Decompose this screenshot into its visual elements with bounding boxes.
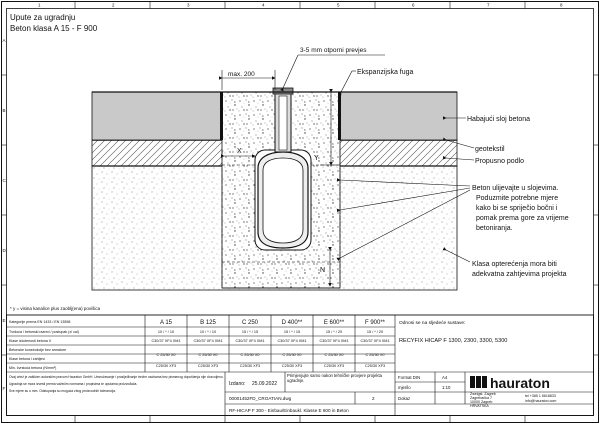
frame-number: 5 bbox=[337, 2, 340, 8]
svg-text:betoniranja.: betoniranja. bbox=[476, 225, 513, 232]
table-cell: 15 / * / 15 bbox=[241, 330, 259, 334]
callout-wearing-layer: Habajući sloj betona bbox=[467, 116, 531, 123]
svg-text:HRVATSKA: HRVATSKA bbox=[470, 404, 489, 408]
svg-text:Zagrebačka 7: Zagrebačka 7 bbox=[470, 396, 492, 400]
note-line: Sve mjere su u mm. Odstupanja su moguća zbog proizvodnih tolerancija. bbox=[9, 389, 116, 393]
class-header: E 600** bbox=[323, 320, 345, 326]
footer-title: RF-HICAP F 300 - Einbau/Einbaukl. Klasse E 600 in Beton bbox=[229, 408, 349, 413]
company-name: hauraton bbox=[490, 375, 550, 391]
table-cell: 15 / * / 20 bbox=[366, 330, 384, 334]
frame-letter: F bbox=[2, 386, 6, 391]
note-line: Ovaj crtež je zaštićen autorskim pravom Hauraton GmbH. Umnožavanje i prosljeđivanje trećim osobama bez pismenog dopuštenja nije dozvoljeno. bbox=[9, 375, 224, 379]
footnote: * y = visina kanalice plus zaoblj(ena) povišica bbox=[10, 306, 101, 311]
frame-number: 4 bbox=[262, 2, 265, 8]
table-cell: C25/30 XF3 bbox=[364, 364, 386, 368]
table-cell: C30/37 XF4 XM1 bbox=[235, 339, 265, 343]
revision: 2 bbox=[372, 396, 375, 401]
table-cell: C25/30 XF3 bbox=[155, 364, 177, 368]
wearing-layer-left bbox=[92, 92, 222, 140]
svg-text:Beton ulijevajte u slojevima.: Beton ulijevajte u slojevima. bbox=[472, 185, 559, 192]
class-header: D 400** bbox=[281, 320, 303, 326]
callout-expansion-joint: Ekspanzijska fuga bbox=[357, 69, 414, 76]
table-cell: 15 / * / 20 bbox=[325, 330, 343, 334]
table-cell: C 25/30 X0 bbox=[240, 353, 260, 357]
logo-mark-icon bbox=[470, 376, 487, 388]
note-line: Ugradnja se mora izvesti prema važećim normama i propisima te uputama proizvođača. bbox=[9, 382, 138, 386]
drawing-number: 00001452FD_CROATIAN.dwg bbox=[229, 396, 292, 401]
frame-number: 1 bbox=[38, 2, 41, 8]
dim-max-200: max. 200 bbox=[228, 71, 255, 78]
table-cell: C25/30 XF3 bbox=[197, 364, 219, 368]
cross-section bbox=[92, 88, 457, 290]
title-line2: Beton klasa A 15 - F 900 bbox=[10, 24, 98, 33]
class-header: B 125 bbox=[200, 320, 216, 326]
company-phone: tel +385 1 6618833 bbox=[525, 394, 556, 398]
table-cell: 15 / * / 15 bbox=[283, 330, 301, 334]
company-email: info@hauraton.com bbox=[525, 399, 557, 403]
company-address bbox=[470, 392, 556, 408]
expansion-joint-left bbox=[220, 92, 223, 140]
callout-permeable-base: Propusno podlo bbox=[475, 158, 525, 165]
title-line1: Upute za ugradnju bbox=[10, 13, 76, 22]
table-cell: C30/37 XF4 XM1 bbox=[277, 339, 307, 343]
slot-rim bbox=[273, 88, 293, 94]
table-cell: C25/30 XF3 bbox=[323, 364, 345, 368]
callout-geotextile: geotekstil bbox=[475, 146, 505, 153]
scale-label: mjerilo bbox=[398, 385, 411, 390]
wearing-layer-right bbox=[340, 92, 457, 140]
row-label: Klase betona i zahtjevi bbox=[9, 357, 45, 361]
approval-text-box bbox=[287, 373, 393, 392]
svg-text:10000 Zagreb: 10000 Zagreb bbox=[470, 400, 493, 404]
format-label: Format DIN bbox=[398, 375, 421, 380]
svg-text:kako bi se spriječio bočni i: kako bi se spriječio bočni i bbox=[476, 205, 558, 212]
frame-number: 6 bbox=[412, 2, 415, 8]
table-cell: 10 / * / 10 bbox=[157, 330, 175, 334]
table-cell: C30/37 XF4 XM1 bbox=[193, 339, 223, 343]
class-header: F 900** bbox=[364, 320, 386, 326]
table-cell: C30/37 XF4 XM1 bbox=[319, 339, 349, 343]
joint-gap-label: 3-5 mm otporni prevjes bbox=[300, 47, 367, 54]
table-cell: C30/37 XF4 XM1 bbox=[360, 339, 390, 343]
sheet-label: Dokaz bbox=[398, 396, 411, 401]
table-cell: C 25/30 X0 bbox=[365, 353, 385, 357]
product-label: Odnosi se na sljedeće sustave: bbox=[399, 321, 466, 326]
table-cell: C30/37 XF4 XM1 bbox=[151, 339, 181, 343]
svg-text:pomak prema gore za vrijeme: pomak prema gore za vrijeme bbox=[476, 215, 569, 222]
table-cell: C 25/30 X0 bbox=[282, 353, 302, 357]
svg-text:Poduzmite potrebne mjere: Poduzmite potrebne mjere bbox=[476, 195, 559, 202]
frame-letter: B bbox=[2, 108, 6, 113]
row-label: Kategorije prema EN 1433 / EN 13598 bbox=[9, 320, 71, 324]
row-label: Min. čvrstoća betona (N/mm²) bbox=[9, 366, 57, 370]
expansion-joint-right bbox=[338, 92, 341, 140]
frame-letter: A bbox=[2, 38, 6, 43]
table-cell: C25/30 XF3 bbox=[281, 364, 303, 368]
table-cell: C 25/30 X0 bbox=[324, 353, 344, 357]
class-header: A 15 bbox=[159, 320, 173, 326]
approval-text: Primjenjujte samo nakon tehničke provjere projekta ugradnje. bbox=[287, 373, 382, 384]
svg-text:Klasa opterećenja mora biti: Klasa opterećenja mora biti bbox=[472, 261, 557, 268]
frame-number: 2 bbox=[112, 2, 115, 8]
table-cell: C 25/30 X0 bbox=[156, 353, 176, 357]
dim-x-label: X bbox=[237, 148, 242, 155]
row-label: Betonske konstrukcije bez armature bbox=[9, 348, 67, 352]
svg-text:adekvatna zahtjevima projekta: adekvatna zahtjevima projekta bbox=[472, 271, 567, 278]
dim-n-label: N bbox=[320, 267, 326, 274]
table-class-headers bbox=[160, 320, 386, 326]
callout-pour-note bbox=[472, 185, 569, 232]
svg-text:Zweigst. Zagreb: Zweigst. Zagreb bbox=[470, 392, 496, 396]
table-cell: 10 / * / 10 bbox=[199, 330, 217, 334]
table-cell: C25/30 XF3 bbox=[239, 364, 261, 368]
date-label: Izdano: bbox=[229, 381, 246, 387]
frame-number: 7 bbox=[487, 2, 490, 8]
callout-load-class-note bbox=[472, 261, 567, 278]
date-value: 25.09.2022 bbox=[252, 381, 278, 387]
format-value: A4 bbox=[442, 375, 448, 380]
product-value: RECYFIX HICAP F 1300, 2300, 3300, 5300 bbox=[399, 338, 508, 344]
hauraton-logo bbox=[470, 375, 550, 391]
frame-number: 8 bbox=[560, 2, 563, 8]
frame-letter: E bbox=[2, 318, 6, 323]
class-header: C 250 bbox=[241, 320, 259, 326]
dim-y-label: Y bbox=[314, 155, 319, 162]
legal-notes bbox=[9, 375, 224, 393]
table-cell: C 25/30 X0 bbox=[198, 353, 218, 357]
scale-value: 1:10 bbox=[442, 385, 451, 390]
frame-number: 3 bbox=[187, 2, 190, 8]
row-label: Tvrdoća / betonski razred / postupak (x/ cal) bbox=[9, 330, 79, 334]
frame-letter: D bbox=[2, 248, 6, 253]
frame-letter: C bbox=[2, 178, 6, 183]
row-label: Klase izloženosti betona X bbox=[9, 339, 52, 343]
